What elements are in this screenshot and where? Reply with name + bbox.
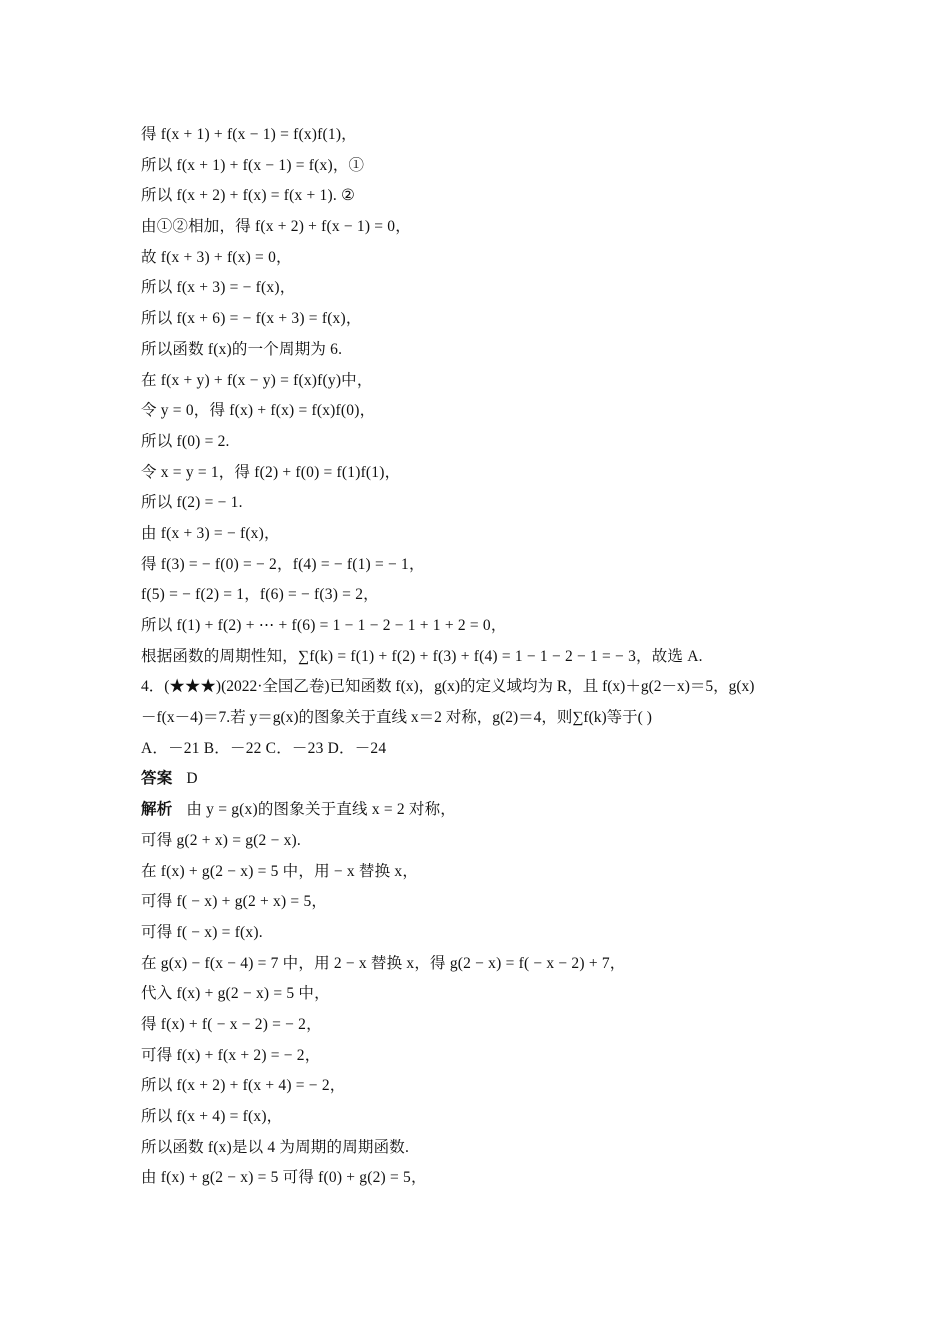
solution-part-2 [141,826,821,1194]
answer-line [141,764,821,795]
text-line: 所以 f(2) = − 1. [141,494,243,512]
text-line: 所以 f(x + 3) = − f(x)， [141,279,296,297]
question-options: A．－21 B．－22 C．－23 D．－24 [141,739,387,757]
text-line: 在 g(x) − f(x − 4) = 7 中，用 2 − x 替换 x，得 g(2 − x) = f( − x − 2) + 7， [141,954,626,972]
text-line: 所以 f(x + 2) + f(x) = f(x + 1). ② [141,187,356,205]
text-line: 根据函数的周期性知，∑f(k) = f(1) + f(2) + f(3) + f(4) = 1 − 1 − 2 − 1 = − 3，故选 A. [141,647,703,665]
text-line: 所以 f(x + 1) + f(x − 1) = f(x)，① [141,156,365,174]
text-line: 所以 f(x + 2) + f(x + 4) = − 2， [141,1077,346,1095]
text-line: 所以 f(x + 6) = − f(x + 3) = f(x)， [141,310,362,328]
text-line: 在 f(x) + g(2 − x) = 5 中，用 − x 替换 x， [141,862,419,880]
text-line: 故 f(x + 3) + f(x) = 0， [141,248,292,266]
text-line: 所以 f(x + 4) = f(x)， [141,1108,283,1125]
analysis-first-line: 由 y = g(x)的图象关于直线 x = 2 对称， [186,801,456,819]
text-line: 在 f(x + y) + f(x − y) = f(x)f(y)中， [141,371,373,389]
text-line: 代入 f(x) + g(2 − x) = 5 中， [141,985,330,1003]
analysis-line [141,795,821,826]
analysis-label: 解析 [141,801,173,819]
document-body [141,120,821,1194]
text-line: 可得 g(2 + x) = g(2 − x). [141,831,301,849]
answer-value: D [186,770,198,788]
text-line: f(5) = − f(2) = 1，f(6) = − f(3) = 2， [141,586,379,604]
text-line: 由 f(x + 3) = − f(x)， [141,524,280,542]
text-line: 所以 f(1) + f(2) + ⋯ + f(6) = 1 − 1 − 2 − 1 + 1 + 2 = 0， [141,617,507,634]
text-line: 得 f(x + 1) + f(x − 1) = f(x)f(1)， [141,126,357,143]
text-line: 所以函数 f(x)是以 4 为周期的周期函数. [141,1138,410,1156]
text-line: 可得 f(x) + f(x + 2) = − 2， [141,1046,321,1064]
text-line: 由 f(x) + g(2 − x) = 5 可得 f(0) + g(2) = 5， [141,1169,427,1187]
answer-label: 答案 [141,770,173,788]
text-line: 由①②相加，得 f(x + 2) + f(x − 1) = 0， [141,218,411,236]
text-line: 可得 f( − x) = f(x). [141,923,263,941]
text-line: 令 y = 0，得 f(x) + f(x) = f(x)f(0)， [141,402,376,420]
text-line: 可得 f( − x) + g(2 + x) = 5， [141,893,328,911]
text-line: 所以 f(0) = 2. [141,432,230,450]
text-line: 所以函数 f(x)的一个周期为 6. [141,340,343,358]
text-line: 得 f(3) = − f(0) = − 2，f(4) = − f(1) = − 1， [141,555,425,573]
solution-part-1 [141,120,821,672]
text-line: 令 x = y = 1，得 f(2) + f(0) = f(1)f(1)， [141,463,401,481]
question-line-2: －f(x－4)＝7.若 y＝g(x)的图象关于直线 x＝2 对称，g(2)＝4，则∑f(k)等于( ) [141,709,652,727]
text-line: 得 f(x) + f( − x − 2) = − 2， [141,1015,322,1033]
question-line-1: 4．(★★★)(2022·全国乙卷)已知函数 f(x)，g(x)的定义域均为 R，且 f(x)＋g(2－x)＝5，g(x) [141,678,755,696]
